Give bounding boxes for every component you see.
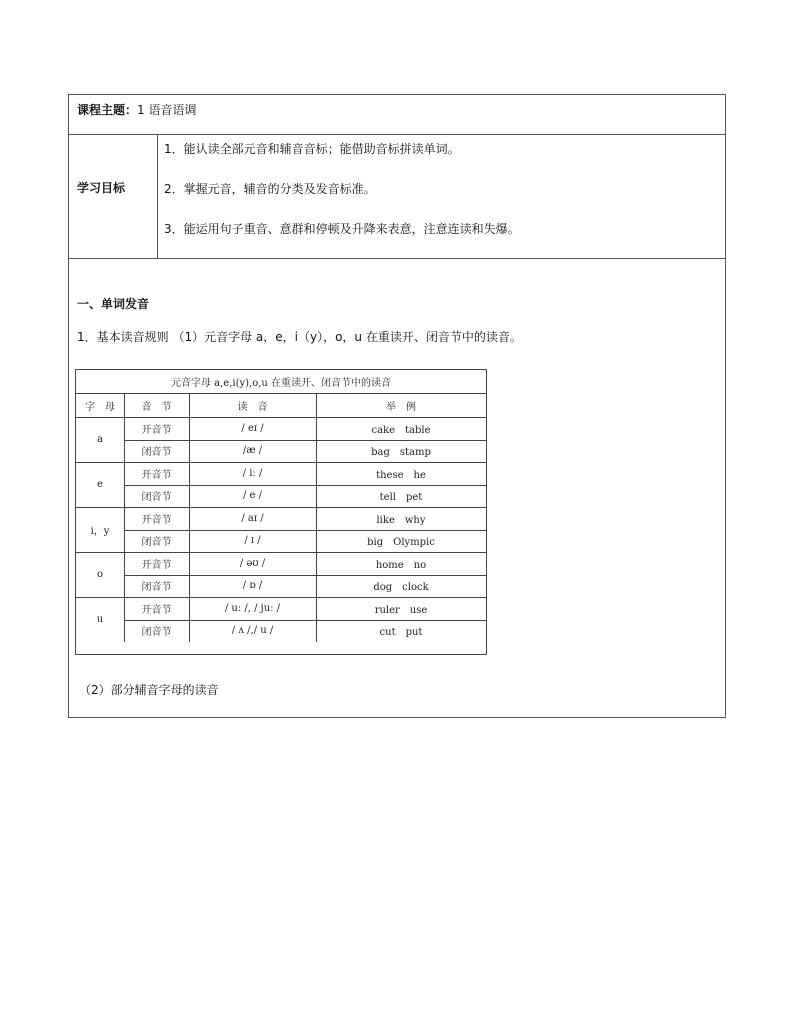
column-header: 音 节 <box>141 401 172 413</box>
table-rule <box>189 393 190 642</box>
phonetic-cell: / iː / <box>242 467 263 479</box>
phonetic-cell: / ʌ /,/ u / <box>231 625 274 637</box>
rule-line: 1．基本读音规则 （1）元音字母 a，e，i（y），o，u 在重读开、闭音节中的读音。 <box>77 330 522 344</box>
syllable-cell: 闭音节 <box>141 492 172 504</box>
syllable-cell: 开音节 <box>141 469 172 481</box>
topic-value: 1 语音语调 <box>137 103 197 117</box>
letter-cell: a <box>97 434 103 445</box>
example-cell: big Olympic <box>367 537 435 549</box>
column-header: 字 母 <box>85 401 115 413</box>
syllable-cell: 闭音节 <box>141 447 172 459</box>
syllable-cell: 开音节 <box>141 604 172 616</box>
letter-cell: o <box>96 569 104 580</box>
example-cell: bag stamp <box>371 447 431 459</box>
topic-label: 课程主题： <box>77 103 138 117</box>
goals-list <box>164 141 520 261</box>
example-cell: home no <box>375 559 427 571</box>
phonetic-cell: / e / <box>242 490 262 502</box>
phonetic-cell: / əʊ / <box>239 557 266 569</box>
syllable-cell: 开音节 <box>141 514 172 526</box>
table-caption: 元音字母 a,e,i(y),o,u 在重读开、闭音节中的读音 <box>170 378 392 389</box>
section-title: 一、单词发音 <box>77 297 150 311</box>
table-rule <box>124 393 125 642</box>
consonant-subheading: （2）部分辅音字母的读音 <box>79 683 219 697</box>
table-rule <box>316 393 317 642</box>
example-cell: tell pet <box>379 492 423 504</box>
goal-item: 1．能认读全部元音和辅音音标；能借助音标拼读单词。 <box>164 142 460 156</box>
example-cell: dog clock <box>373 582 429 594</box>
letter-cell: e <box>97 479 103 490</box>
goals-row <box>69 135 725 259</box>
example-cell: cut put <box>379 627 423 639</box>
syllable-cell: 开音节 <box>141 559 172 571</box>
column-header: 读 音 <box>237 401 268 413</box>
syllable-cell: 闭音节 <box>141 627 172 639</box>
syllable-cell: 闭音节 <box>141 582 172 594</box>
example-cell: cake table <box>371 424 431 436</box>
phonetic-cell: / eɪ / <box>241 422 264 434</box>
phonetic-cell: / aɪ / <box>241 512 264 524</box>
letter-cell: i，y <box>90 526 110 537</box>
phonetic-cell: /æ / <box>242 445 263 457</box>
example-cell: these he <box>376 469 426 481</box>
column-header: 举 例 <box>386 401 416 413</box>
vowel-reading-table <box>75 369 487 655</box>
phonetic-cell: / ɒ / <box>242 580 263 592</box>
example-cell: like why <box>376 514 426 526</box>
goal-item: 2．掌握元音，辅音的分类及发音标准。 <box>164 182 376 196</box>
goals-divider <box>157 135 158 258</box>
phonetic-cell: / ɪ / <box>244 535 261 547</box>
phonetic-cell: / uː /, / juː / <box>224 602 281 614</box>
topic-row <box>69 95 725 135</box>
syllable-cell: 开音节 <box>141 424 172 436</box>
goals-label: 学习目标 <box>77 181 126 195</box>
syllable-cell: 闭音节 <box>141 537 172 549</box>
goal-item: 3．能运用句子重音、意群和停顿及升降来表意，注意连读和失爆。 <box>164 222 520 236</box>
letter-cell: u <box>96 614 104 625</box>
example-cell: ruler use <box>374 604 428 616</box>
